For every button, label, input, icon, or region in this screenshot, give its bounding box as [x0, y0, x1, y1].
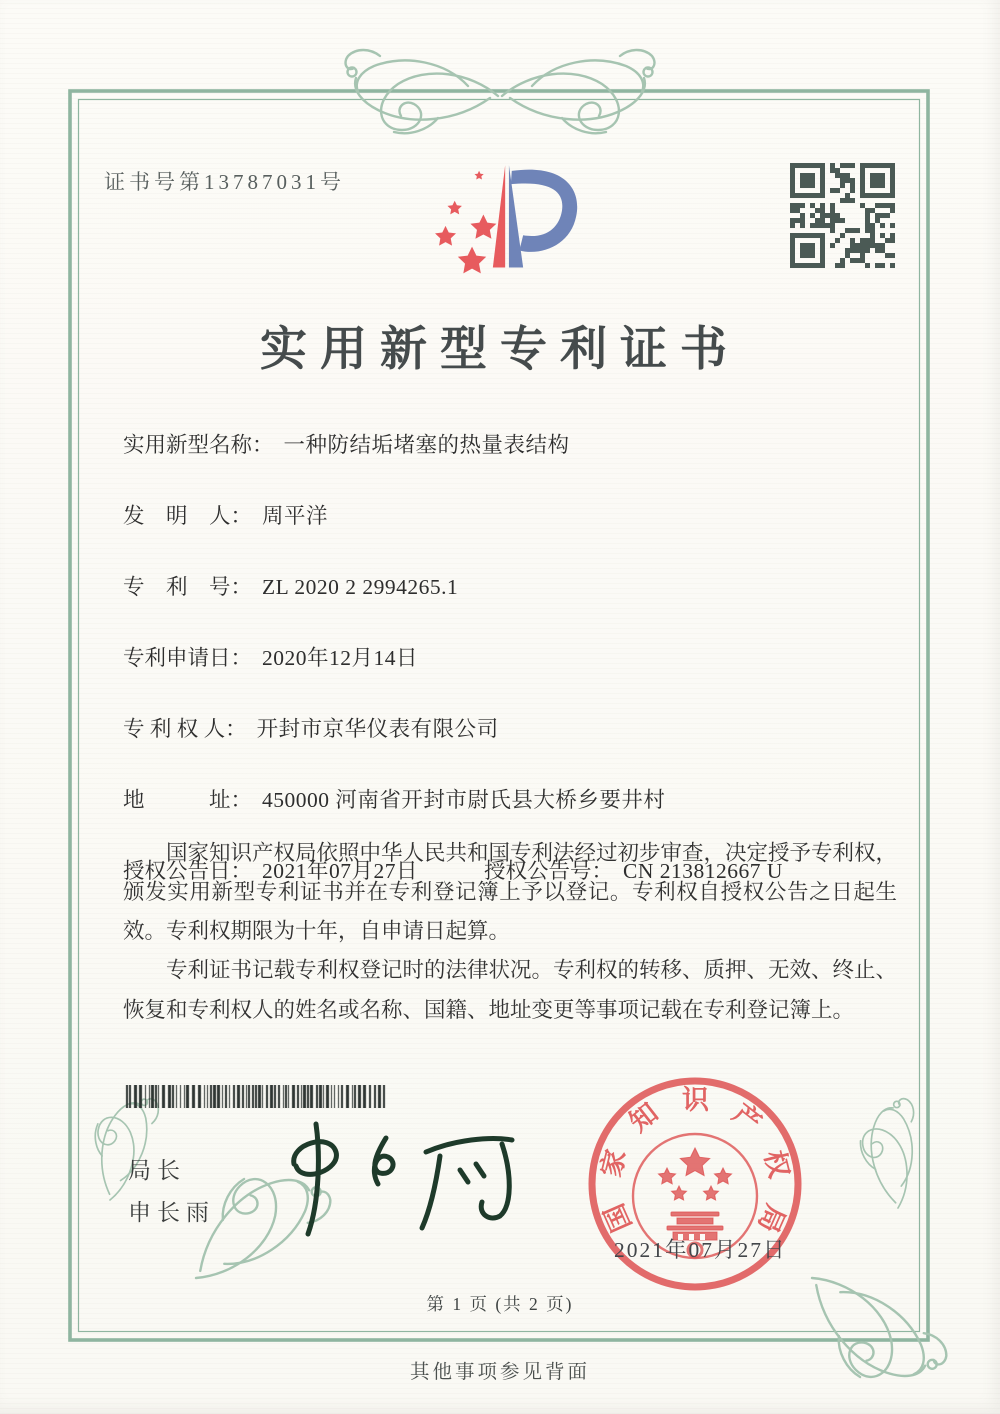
seal-date: 2021年07月27日 [614, 1238, 787, 1262]
field-utility-model-name: 实用新型名称： 一种防结垢堵塞的热量表结构 [123, 433, 570, 457]
seal-char: 产 [727, 1097, 767, 1139]
certificate-title: 实用新型专利证书 [260, 324, 740, 376]
certificate-fields [123, 428, 913, 885]
qr-code [790, 163, 895, 268]
back-side-note: 其他事项参见背面 [409, 1362, 590, 1383]
field-address: 地 址： 450000 河南省开封市尉氏县大桥乡要井村 [123, 788, 666, 812]
commissioner-name-label: 申长雨 [128, 1200, 215, 1225]
barcode [125, 1085, 390, 1108]
commissioner-signature [268, 1112, 538, 1262]
legal-text [123, 834, 897, 1030]
field-filing-date: 专利申请日： 2020年12月14日 [123, 646, 419, 670]
commissioner-role-label: 局长 [128, 1158, 186, 1183]
field-grant-date-and-number: 授权公告日： 2021年07月27日 授权公告号： CN 213812667 U [123, 859, 783, 883]
legal-paragraph-1: 国家知识产权局依照中华人民共和国专利法经过初步审查，决定授予专利权，颁发实用新型专利证书并在专利登记簿上予以登记。专利权自授权公告之日起生效。专利权期限为十年，自申请日起算。 [123, 841, 898, 944]
seal-char: 识 [682, 1085, 709, 1115]
seal-char: 权 [758, 1147, 795, 1181]
field-patent-number: 专 利 号： ZL 2020 2 2994265.1 [123, 575, 459, 599]
field-patentee: 专 利 权 人： 开封市京华仪表有限公司 [123, 717, 499, 741]
cnipa-logo-icon [413, 152, 603, 294]
seal-char: 知 [623, 1097, 664, 1138]
seal-char: 局 [752, 1200, 791, 1238]
seal-char: 国 [598, 1199, 638, 1237]
field-inventor: 发 明 人： 周平洋 [123, 504, 329, 528]
legal-paragraph-2: 专利证书记载专利权登记时的法律状况。专利权的转移、质押、无效、终止、恢复和专利权人的姓名或名称、国籍、地址变更等事项记载在专利登记簿上。 [123, 958, 898, 1022]
seal-char: 家 [595, 1146, 632, 1180]
certificate-number: 证书号第13787031号 [104, 170, 345, 194]
page-number: 第 1 页 (共 2 页) [426, 1294, 574, 1314]
